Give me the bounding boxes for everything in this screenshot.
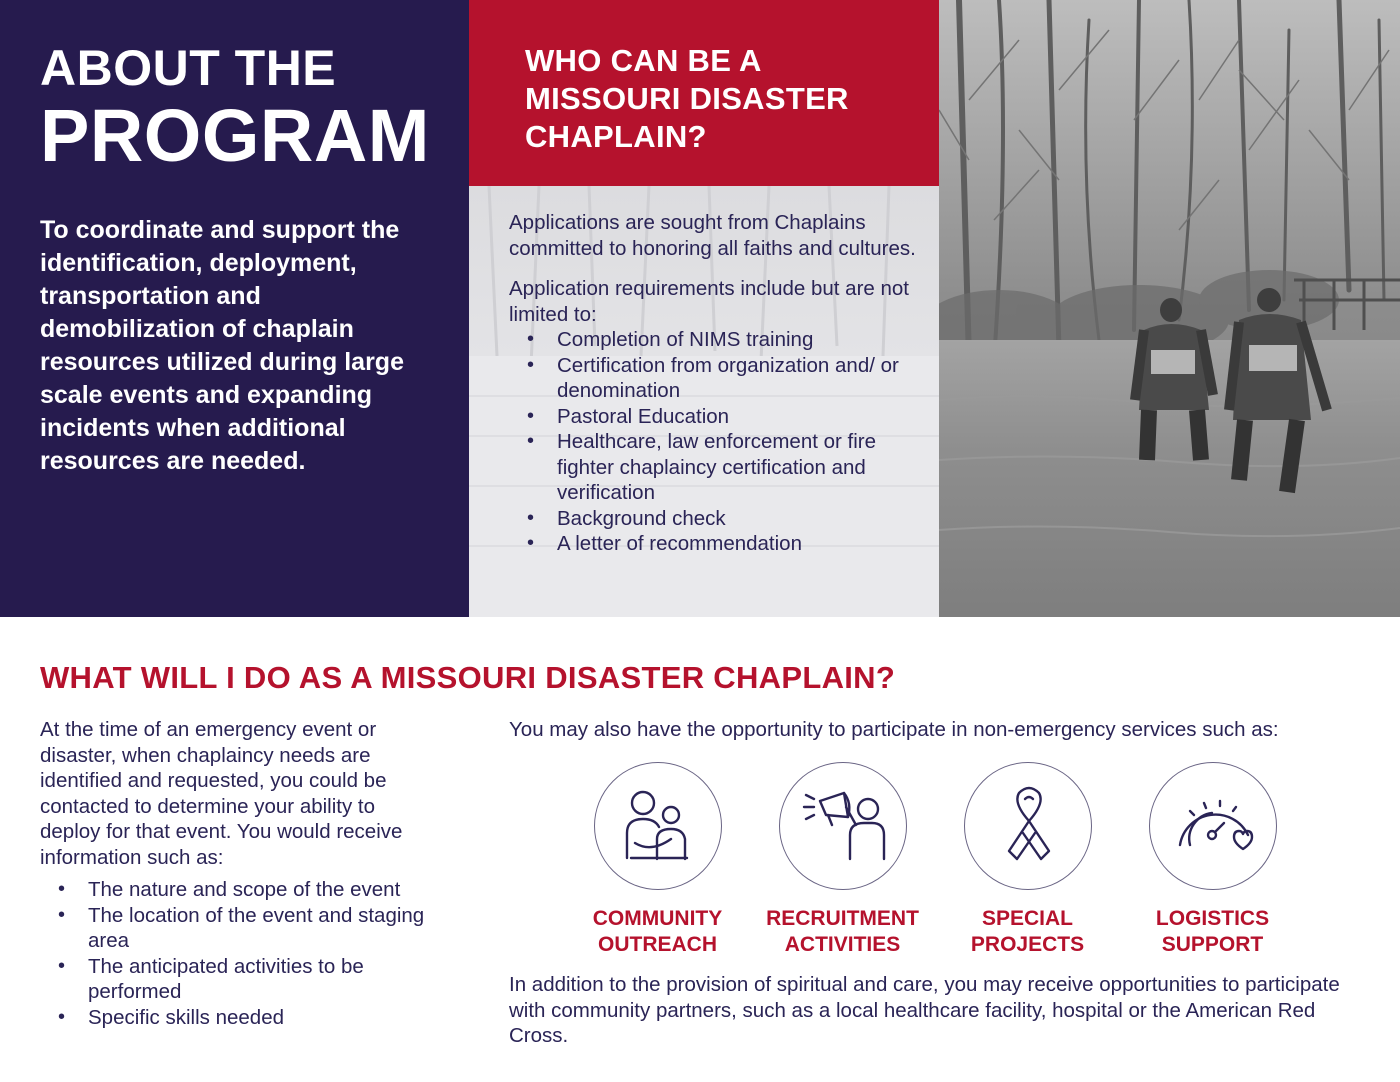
about-title-line-2: PROGRAM (40, 94, 430, 177)
service-logistics-support (1125, 762, 1300, 958)
who-heading-box (469, 0, 939, 186)
list-item: • Pastoral Education (527, 404, 730, 428)
gauge-heart-icon (1149, 762, 1277, 890)
who-paragraph-2: Application requirements include but are not limited to: (509, 277, 909, 326)
flood-chaplains-photo (939, 0, 1400, 617)
about-program-panel (0, 0, 469, 617)
who-can-be-panel (469, 0, 939, 617)
service-special-projects (940, 762, 1115, 958)
services-row (570, 762, 1300, 962)
list-item: • Healthcare, law enforcement or fire fighter chaplaincy certification and verification (527, 430, 877, 504)
flood-scene-illustration (939, 0, 1400, 617)
about-title (40, 40, 429, 178)
service-label: LOGISTICS SUPPORT (1155, 907, 1270, 956)
list-item: • Background check (527, 506, 726, 530)
community-hug-icon (594, 762, 722, 890)
service-recruitment-activities (755, 762, 930, 958)
who-heading: WHO CAN BE A MISSOURI DISASTER CHAPLAIN? (525, 43, 849, 154)
who-paragraph-1: Applications are sought from Chaplains committed to honoring all faiths and cultures. (509, 211, 916, 260)
deployment-info-column (40, 717, 440, 1030)
list-item: • The anticipated activities to be performed (58, 954, 364, 1003)
list-item: • Certification from organization and/ or denomination (527, 353, 899, 402)
awareness-ribbon-icon (964, 762, 1092, 890)
service-label: SPECIAL PROJECTS (970, 907, 1085, 956)
list-item: • A letter of recommendation (527, 532, 802, 555)
list-item: • Specific skills needed (58, 1005, 284, 1029)
service-label: COMMUNITY OUTREACH (592, 907, 723, 956)
deployment-description: At the time of an emergency event or disaster, when chaplaincy needs are identified and requested, you could be contacted to determine your ability to deploy for that event. You would receive information such as: (40, 718, 403, 869)
megaphone-person-icon (779, 762, 907, 890)
service-label: RECRUITMENT ACTIVITIES (766, 907, 919, 956)
deployment-info-list (40, 877, 440, 1030)
requirements-list (509, 327, 919, 557)
what-heading: WHAT WILL I DO AS A MISSOURI DISASTER CHAPLAIN? (40, 660, 896, 695)
services-intro: You may also have the opportunity to participate in non-emergency services such as: (509, 718, 1279, 741)
about-description: To coordinate and support the identification, deployment, transportation and demobilization of chaplain resources utilized during large scale events and expanding incidents when additional resources are needed. (40, 216, 404, 475)
who-body (509, 210, 919, 557)
community-partners-paragraph: In addition to the provision of spiritual and care, you may receive opportunities to participate with community partners, such as a local healthcare facility, hospital or the American Red Cross. (509, 973, 1340, 1047)
list-item: • The nature and scope of the event (58, 878, 401, 901)
list-item: • Completion of NIMS training (527, 328, 814, 351)
about-title-line-1: ABOUT THE (40, 40, 337, 96)
list-item: • The location of the event and staging area (58, 903, 425, 952)
service-community-outreach (570, 762, 745, 958)
